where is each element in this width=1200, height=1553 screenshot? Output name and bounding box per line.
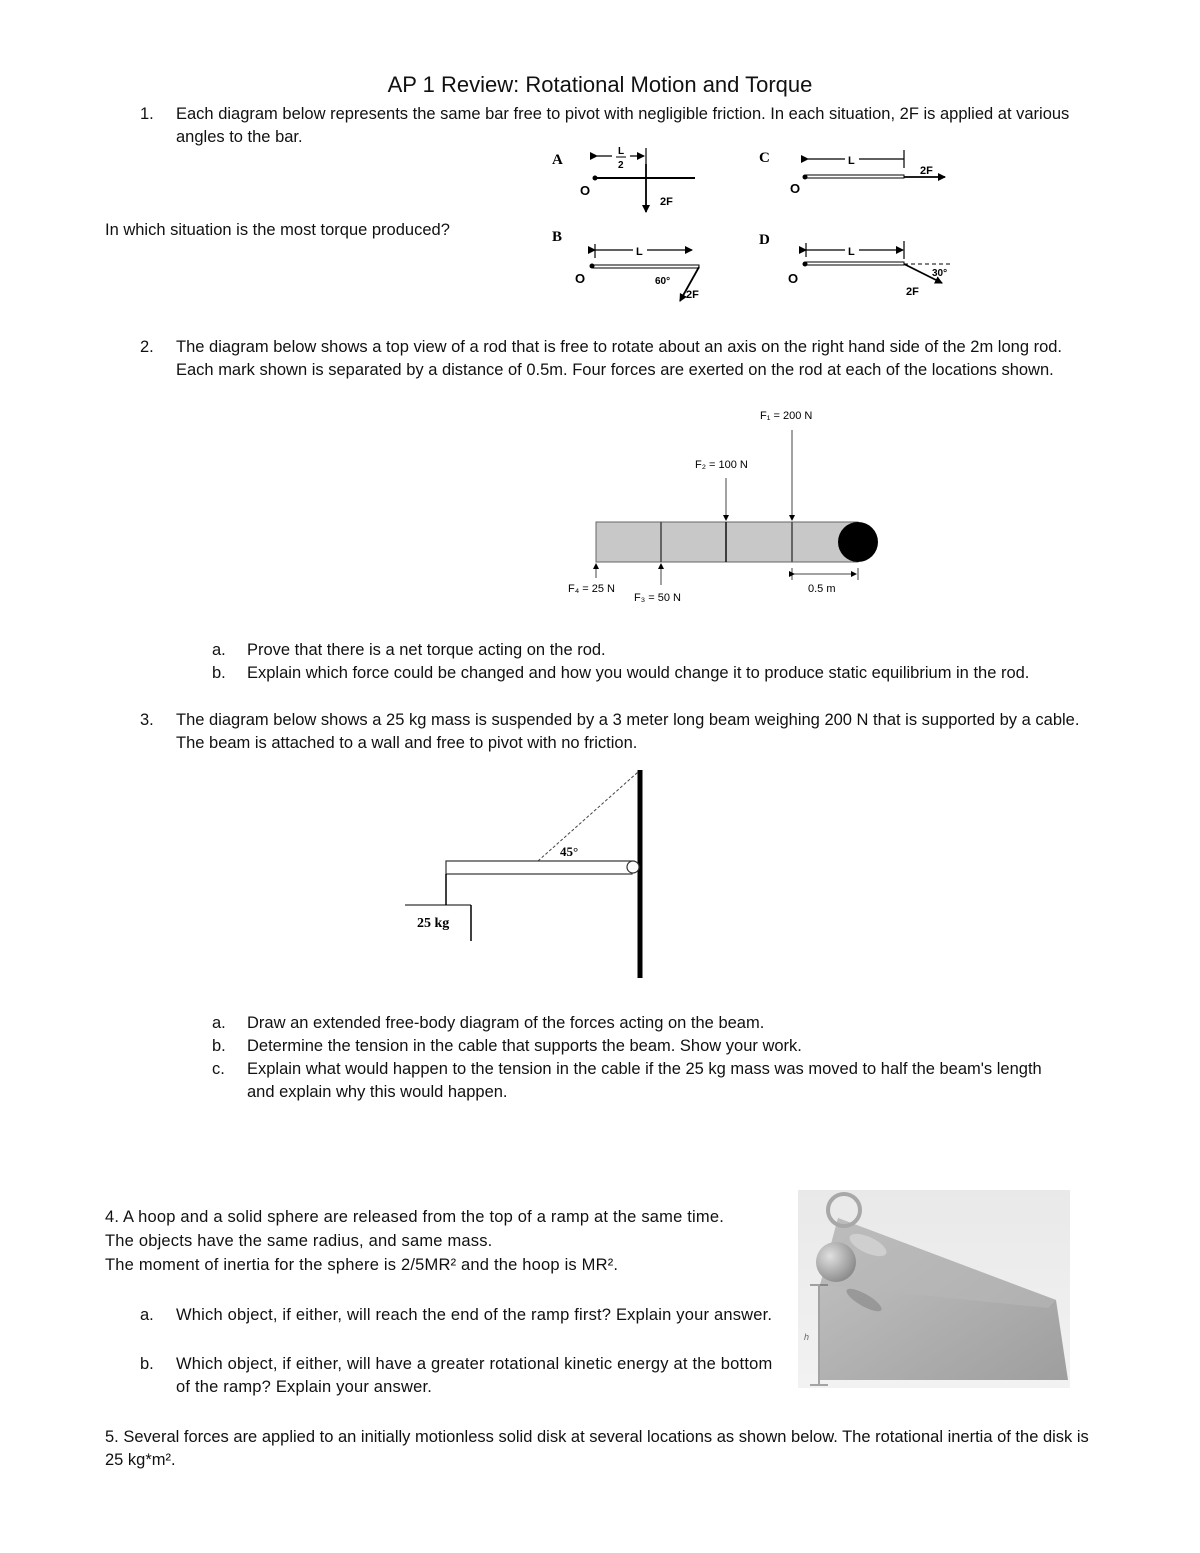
diagram-a-force: 2F: [660, 196, 673, 208]
force-1-label: F₁ = 200 N: [760, 410, 813, 422]
diagram-d-length: L: [848, 246, 855, 258]
q4-line-1: 4. A hoop and a solid sphere are released from the top of a ramp at the same time.: [105, 1208, 725, 1226]
q2-number: 2.: [140, 338, 154, 356]
q4-line-2: The objects have the same radius, and same mass.: [105, 1232, 493, 1250]
diagram-c-length: L: [848, 155, 855, 167]
q4-line-3: The moment of inertia for the sphere is 2/5MR² and the hoop is MR².: [105, 1256, 619, 1274]
ramp-height-label: h: [804, 1332, 810, 1342]
force-3-label: F₃ = 50 N: [634, 592, 681, 604]
q4-part-b-text: Which object, if either, will have a greater rotational kinetic energy at the bottom of the ramp? Explain your answer.: [176, 1355, 773, 1396]
diagram-d-angle: 30°: [932, 268, 948, 279]
q4-part-a-text: Which object, if either, will reach the end of the ramp first? Explain your answer.: [176, 1306, 773, 1324]
q3-part-b-label: b.: [212, 1037, 226, 1055]
q5-text: 5. Several forces are applied to an initially motionless solid disk at several locations as shown below. The rotational inertia of the disk is 25 kg*m².: [105, 1428, 1089, 1469]
q1-question: In which situation is the most torque produced?: [105, 221, 450, 239]
diagram-a-half-den: 2: [618, 160, 624, 171]
q3-part-c-text: Explain what would happen to the tension in the cable if the 25 kg mass was moved to half the beam's length and explain why this would happen.: [247, 1060, 1042, 1101]
q1-text: Each diagram below represents the same bar free to pivot with negligible friction. In each situation, 2F is applied at various angles to the bar.: [176, 105, 1070, 146]
spacing-label: 0.5 m: [808, 583, 836, 595]
q4-part-a-label: a.: [140, 1306, 154, 1324]
mass-label: 25 kg: [417, 916, 450, 931]
diagram-c-label: C: [759, 150, 770, 166]
diagram-d-label: D: [759, 232, 770, 248]
diagram-d-pivot: O: [788, 271, 799, 286]
q3-part-a-text: Draw an extended free-body diagram of the forces acting on the beam.: [247, 1014, 765, 1032]
diagram-b-pivot: O: [575, 271, 586, 286]
q3-number: 3.: [140, 711, 154, 729]
q1-number: 1.: [140, 105, 154, 123]
q3-text: The diagram below shows a 25 kg mass is suspended by a 3 meter long beam weighing 200 N that is supported by a cable. The beam is attached to a wall and free to pivot with no friction.: [176, 711, 1080, 752]
q2-text: The diagram below shows a top view of a rod that is free to rotate about an axis on the right hand side of the 2m long rod. Each mark shown is separated by a distance of 0.5m. Four forces are exerted on the rod at each of the locations shown.: [176, 338, 1063, 379]
q3-part-b-text: Determine the tension in the cable that supports the beam. Show your work.: [247, 1037, 802, 1055]
diagram-d-force: 2F: [906, 286, 919, 298]
q4-ramp-image: [798, 1190, 1070, 1388]
q4-part-b-label: b.: [140, 1355, 154, 1373]
diagram-b-force: 2F: [686, 289, 699, 301]
q2-part-a-label: a.: [212, 641, 226, 659]
force-2-label: F₂ = 100 N: [695, 459, 748, 471]
q1-diagrams: [540, 140, 980, 310]
q2-rod-diagram: [550, 400, 910, 610]
diagram-b-length: L: [636, 246, 643, 258]
q2-part-b-label: b.: [212, 664, 226, 682]
q3-part-c-label: c.: [212, 1060, 225, 1078]
diagram-a-label: A: [552, 152, 563, 168]
q3-part-a-label: a.: [212, 1014, 226, 1032]
diagram-b-angle: 60°: [655, 276, 671, 287]
diagram-c-pivot: O: [790, 181, 801, 196]
diagram-b-label: B: [552, 229, 563, 245]
q2-part-b-text: Explain which force could be changed and how you would change it to produce static equilibrium in the rod.: [247, 664, 1030, 682]
diagram-a-pivot: O: [580, 183, 591, 198]
diagram-a-half-num: L: [618, 146, 625, 157]
q2-part-a-text: Prove that there is a net torque acting on the rod.: [247, 641, 606, 659]
beam-angle-label: 45°: [560, 844, 579, 859]
diagram-c-force: 2F: [920, 165, 933, 177]
page-title: AP 1 Review: Rotational Motion and Torque: [387, 72, 813, 97]
force-4-label: F₄ = 25 N: [568, 583, 615, 595]
q3-beam-diagram: [400, 765, 660, 985]
